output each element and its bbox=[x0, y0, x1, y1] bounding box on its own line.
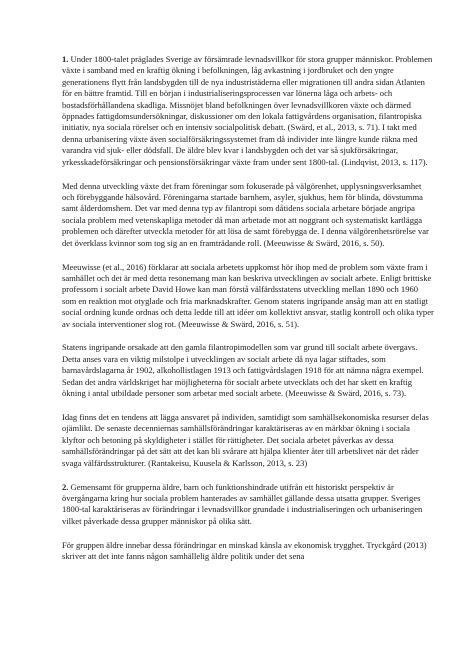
section-number-1: 1. bbox=[62, 54, 69, 64]
paragraph-3 bbox=[62, 262, 434, 330]
section-number-2: 2. bbox=[62, 481, 69, 492]
paragraph-1 bbox=[62, 54, 434, 168]
paragraph-text: Med denna utveckling växte det fram föreningar som fokuserade på välgörenhet, upplysningsverksamhet och förebyggande hälsovård. Föreningarna startade barnhem, asyler, sjukhus, hem för blinda, dövstumma samt ålderdomshem. Det var med denna typ av filantropi som dåtidens sociala arbetare började angripa sociala problem med vetenskapliga metoder då man arbetade mot att noggrant och systematiskt kartlägga problemen och därefter utveckla metoder för att lösa de samt förebygga de. I denna välgörenhetsrörelse var det överklass kvinnor som tog sig an en framträdande roll. (Meeuwisse & Swärd, 2016, s. 50). bbox=[62, 180, 429, 248]
paragraph-5 bbox=[62, 412, 434, 469]
paragraph-text: För gruppen äldre innebar dessa förändringar en minskad känsla av ekonomisk trygghet. Tryckgård (2013) skriver att det inte fanns någon samhällelig äldre politik under det sena bbox=[62, 539, 427, 562]
paragraph-4 bbox=[62, 342, 434, 399]
paragraph-text: Statens ingripande orsakade att den gamla filantropimodellen som var grund till socialt arbete övergavs. Detta anses vara en viktig milstolpe i utvecklingen av socialt arbete då nya lagar stiftades, som barnavårdslagarna år 1902, alkohollistlagen 1913 och fattigvårdslagen 1918 för att nämna några exempel. Sedan det andra världskriget har möjligheterna för socialt arbete utvecklats och det har skett en kraftig ökning i antal utbildade personer som arbetar med socialt arbete. (Meeuwisse & Swärd, 2016, s. 73). bbox=[62, 342, 424, 399]
paragraph-text: Meeuwisse (et al., 2016) förklarar att sociala arbetets uppkomst hör ihop med de problem som växte fram i samhället och det är med detta resonemang man kan beskriva utvecklingen av socialt arbete. Enligt brittiske professorn i socialt arbete David Howe kan man förstå välfärdsstatens utveckling mellan 1890 och 1960 som en reaktion mot otyglade och fria marknadskrafter. Genom statens ingripande ansåg man att en statligt social ordning kunde ordnas och detta ledde till att idéer om kollektivt ansvar, statlig kontroll och olika typer av sociala interventioner slog rot. (Meeuwisse & Swärd, 2016, s. 51). bbox=[62, 261, 434, 329]
paragraph-text: Gemensamt för grupperna äldre, barn och funktionshindrade utifrån ett historiskt perspektiv är övergångarna kring hur sociala problem hanterades av samhället gällande dessa utsatta grupper. Sveriges 1800-tal karaktäriseras av förändringar i levnadsvillkor grundade i industrialiseringen och urbaniseringen vilket påverkade dessa grupper människor på olika sätt. bbox=[62, 481, 423, 526]
paragraph-6 bbox=[62, 482, 434, 528]
paragraph-text: Under 1800-talet präglades Sverige av försämrade levnadsvillkor för stora grupper människor. Problemen växte i samband med en kraftig ökning i befolkningen, låg avkastning i jordbruket och den yngre generationens flytt från landsbygden till de nya industristäderna eller migrationen till andra sidan Atlanten för en bättre framtid. Till en början i industrialiseringsprocessen var lönerna låga och arbets- och bostadsförhållandena skadliga. Missnöjet bland befolkningen över levnadsvillkoren växte och därmed öppnades fattigdomsundersökningar, diskussioner om den lokala fattigvårdens organisation, filantropiska initiativ, nya sociala rörelser och en intensiv socialpolitisk debatt. (Swärd, et al., 2013, s. 71). I takt med denna urbanisering växte även socialförsäkringssystemet fram då individer inte längre kunde räkna med varandra vid sjuk- eller dödsfall. De äldre blev kvar i landsbygden och det var så sjukförsäkringar, yrkesskadeförsäkringar och pensionsförsäkringar växte fram under sent 1800-tal. (Lindqvist, 2013, s. 117). bbox=[62, 54, 433, 167]
paragraph-2 bbox=[62, 181, 434, 249]
paragraph-7 bbox=[62, 540, 434, 563]
paragraph-text: Idag finns det en tendens att lägga ansvaret på individen, samtidigt som samhällsekonomiska resurser delas ojämlikt. De senaste decenniernas samhällsförändringar karaktäriseras av en märkbar ökning i sociala klyftor och betoning på skyldigheter i stället för rättigheter. Det sociala arbetet påverkas av dessa samhällsförändringar på det sätt att det kan bli svårare att hjälpa klienter åter till arbetslivet när det råder svaga välfärdsstrukturer. (Rantakeisu, Kuusela & Karlsson, 2013, s. 23) bbox=[62, 411, 429, 468]
